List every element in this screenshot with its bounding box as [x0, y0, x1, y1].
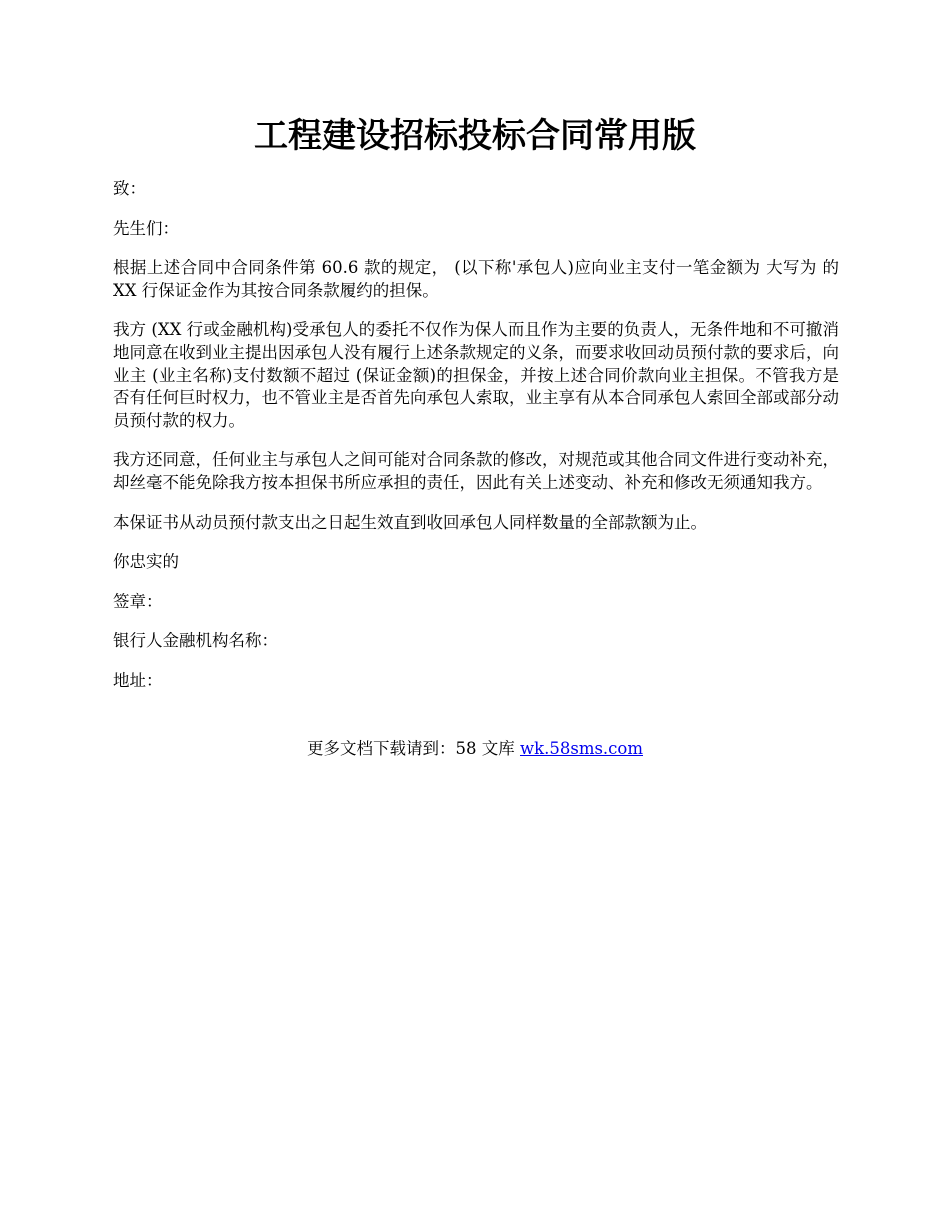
- download-footer: [0, 737, 950, 761]
- footer-text: 更多文档下载请到：58 文库: [306, 739, 520, 758]
- bank-name-line: 银行人金融机构名称：: [113, 631, 278, 651]
- closing-sincerely: 你忠实的: [113, 552, 179, 572]
- footer-link[interactable]: wk.58sms.com: [519, 739, 643, 758]
- signature-line: 签章：: [113, 591, 163, 611]
- document-body: [113, 178, 839, 710]
- document-title: 工程建设招标投标合同常用版: [254, 116, 696, 156]
- paragraph-validity: 本保证书从动员预付款支出之日起生效直到收回承包人同样数量的全部款额为止。: [113, 512, 707, 532]
- salutation-to: 致：: [113, 179, 146, 198]
- salutation-sirs: 先生们：: [113, 218, 179, 238]
- paragraph-guarantee-amount: 根据上述合同中合同条件第 60.6 款的规定， (以下称'承包人)应向业主支付一笔金额为 大写为 的 XX 行保证金作为其按合同条款履约的担保。: [113, 258, 839, 300]
- paragraph-modification-consent: 我方还同意，任何业主与承包人之间可能对合同条款的修改，对规范或其他合同文件进行变动补充，却丝毫不能免除我方按本担保书所应承担的责任，因此有关上述变动、补充和修改无须通知我方。: [113, 450, 839, 492]
- paragraph-bank-commitment: 我方 (XX 行或金融机构)受承包人的委托不仅作为保人而且作为主要的负责人，无条件地和不可撤消地同意在收到业主提出因承包人没有履行上述条款规定的义条，而要求收回动员预付款的要求后，向业主 (业主名称)支付数额不超过 (保证金额)的担保金，并按上述合同价款向业主担保。不管我方是否有任何巨时权力，也不管业主是否首先向承包人索取，业主享有从本合同承包人索回全部或部分动员预付款的权力。: [113, 320, 839, 430]
- address-line: 地址：: [113, 670, 163, 690]
